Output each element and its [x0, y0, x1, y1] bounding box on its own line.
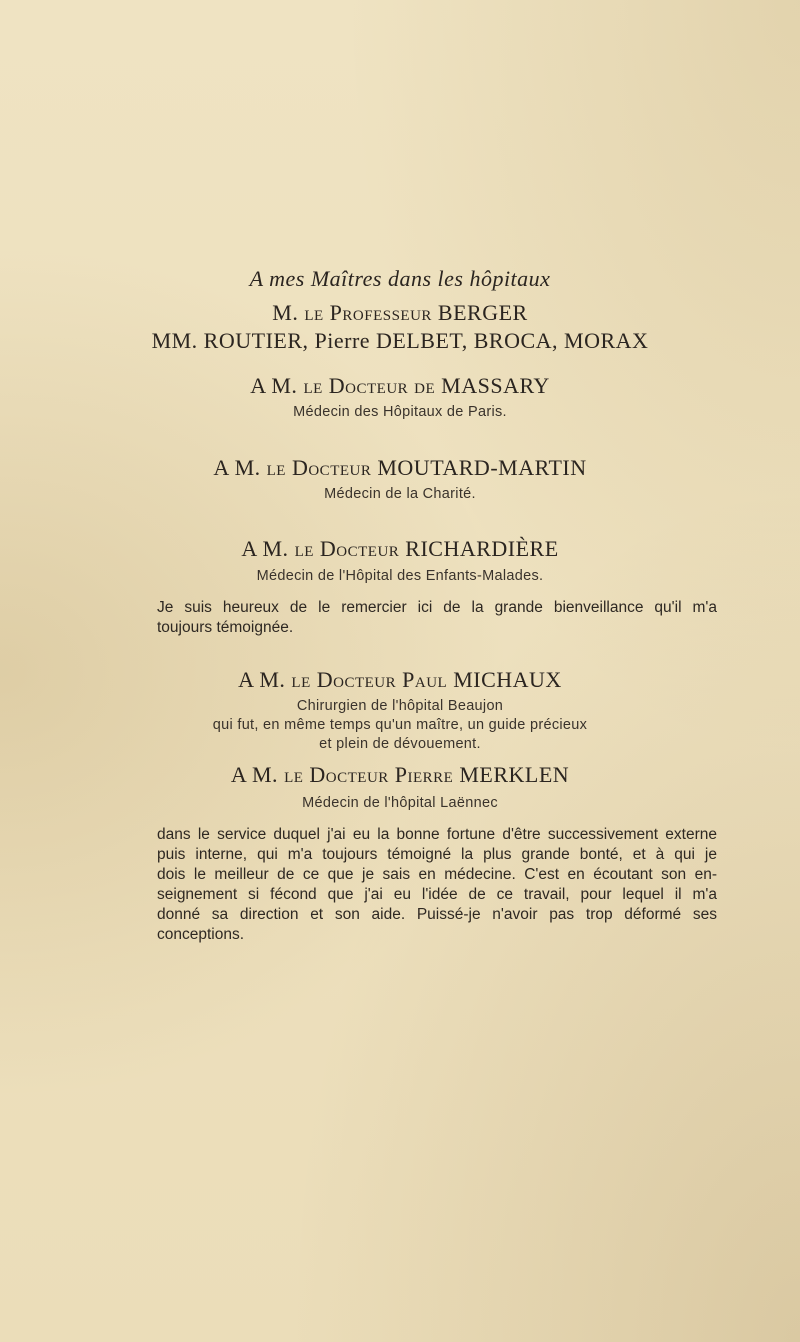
heading-title: le Professeur — [304, 300, 432, 325]
heading-name: RICHARDIÈRE — [399, 536, 559, 561]
richardiere-paragraph — [157, 598, 717, 638]
heading-title: le Docteur — [266, 455, 372, 480]
mm-heading: MM. ROUTIER, Pierre DELBET, BROCA, MORAX — [151, 328, 649, 353]
heading-title: le Docteur de — [303, 373, 436, 398]
michaux-subtitle-line: qui fut, en même temps qu'un maître, un guide précieux — [212, 717, 588, 733]
heading-title: le Docteur — [294, 536, 400, 561]
dedication-title: A mes Maîtres dans les hôpitaux — [249, 266, 551, 291]
professeur-berger-heading — [0, 300, 800, 326]
paragraph-line: donné sa direction et son aide. Puissé-je n'avoir pas trop déformé ses — [157, 906, 717, 923]
paragraph-line: Je suis heureux de le remercier ici de la grande bienveillance qu'il m'a — [157, 599, 717, 616]
paragraph-line: puis interne, qui m'a toujours témoigné la plus grande bonté, et à qui je — [157, 846, 717, 863]
heading-name: MOUTARD-MARTIN — [371, 455, 587, 480]
paragraph-line: dois le meilleur de ce que je sais en médecine. C'est en écoutant son en- — [157, 866, 717, 883]
heading-prefix: M. — [272, 300, 305, 325]
michaux-subtitle-line: Chirurgien de l'hôpital Beaujon — [296, 698, 504, 714]
heading-name: MASSARY — [435, 373, 550, 398]
moutard-subtitle: Médecin de la Charité. — [324, 486, 476, 502]
heading-prefix: A M. — [213, 455, 267, 480]
merklen-subtitle: Médecin de l'hôpital Laënnec — [302, 795, 498, 811]
paragraph-line: toujours témoignée. — [157, 619, 294, 636]
moutard-heading — [0, 455, 800, 481]
massary-heading — [0, 373, 800, 399]
paragraph-line: dans le service duquel j'ai eu la bonne fortune d'être successivement externe — [157, 826, 717, 843]
richardiere-heading — [0, 536, 800, 562]
massary-subtitle: Médecin des Hôpitaux de Paris. — [293, 404, 507, 420]
paragraph-line: conceptions. — [157, 926, 245, 943]
paragraph-line: seignement si fécond que j'ai eu l'idée de ce travail, pour lequel il m'a — [157, 886, 717, 903]
merklen-paragraph — [157, 825, 717, 945]
richardiere-subtitle: Médecin de l'Hôpital des Enfants-Malades. — [256, 568, 544, 584]
heading-name: MERKLEN — [453, 762, 570, 787]
heading-prefix: A M. — [250, 373, 304, 398]
heading-title: le Docteur Paul — [291, 667, 448, 692]
heading-prefix: A M. — [241, 536, 295, 561]
heading-title: le Docteur Pierre — [284, 762, 454, 787]
heading-prefix: A M. — [230, 762, 285, 787]
heading-name: MICHAUX — [447, 667, 562, 692]
michaux-subtitle-line: et plein de dévouement. — [319, 736, 481, 752]
michaux-heading — [0, 667, 800, 693]
merklen-heading — [0, 762, 800, 788]
heading-prefix: A M. — [238, 667, 292, 692]
heading-name: BERGER — [431, 300, 528, 325]
